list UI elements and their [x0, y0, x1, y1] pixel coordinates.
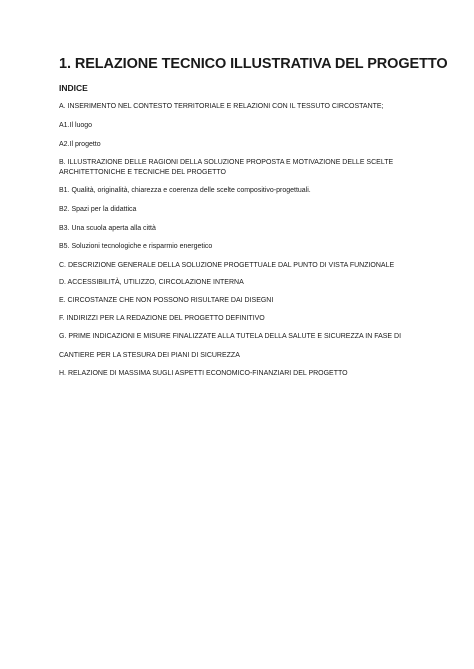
index-entry-d: D. ACCESSIBILITÀ, UTILIZZO, CIRCOLAZIONE INTERNA [59, 279, 244, 286]
index-entry-b5: B5. Soluzioni tecnologiche e risparmio energetico [59, 243, 213, 250]
index-heading: INDICE [59, 83, 88, 93]
index-entry-c: C. DESCRIZIONE GENERALE DELLA SOLUZIONE PROGETTUALE DAL PUNTO DI VISTA FUNZIONALE [59, 262, 395, 269]
index-entry-a2: A2.Il progetto [59, 141, 101, 148]
index-entry-b-continued: ARCHITETTONICHE E TECNICHE DEL PROGETTO [59, 169, 226, 176]
index-entry-g: G. PRIME INDICAZIONI E MISURE FINALIZZATE ALLA TUTELA DELLA SALUTE E SICUREZZA IN FASE DI [59, 333, 402, 340]
index-entry-h: H. RELAZIONE DI MASSIMA SUGLI ASPETTI ECONOMICO-FINANZIARI DEL PROGETTO [59, 370, 348, 377]
index-entry-f: F. INDIRIZZI PER LA REDAZIONE DEL PROGETTO DEFINITIVO [59, 315, 265, 322]
index-entry-b: B. ILLUSTRAZIONE DELLE RAGIONI DELLA SOLUZIONE PROPOSTA E MOTIVAZIONE DELLE SCELTE [59, 159, 394, 166]
index-entry-b2: B2. Spazi per la didattica [59, 206, 137, 213]
index-entry-a1: A1.Il luogo [59, 122, 93, 129]
index-entry-g-continued: CANTIERE PER LA STESURA DEI PIANI DI SICUREZZA [59, 352, 240, 359]
index-entry-a: A. INSERIMENTO NEL CONTESTO TERRITORIALE E RELAZIONI CON IL TESSUTO CIRCOSTANTE; [59, 103, 384, 110]
index-entry-b1: B1. Qualità, originalità, chiarezza e coerenza delle scelte compositivo-progettuali. [59, 187, 311, 194]
index-entry-b3: B3. Una scuola aperta alla città [59, 225, 156, 232]
document-title: 1. RELAZIONE TECNICO ILLUSTRATIVA DEL PROGETTO [59, 56, 448, 72]
index-entry-e: E. CIRCOSTANZE CHE NON POSSONO RISULTARE DAI DISEGNI [59, 297, 274, 304]
